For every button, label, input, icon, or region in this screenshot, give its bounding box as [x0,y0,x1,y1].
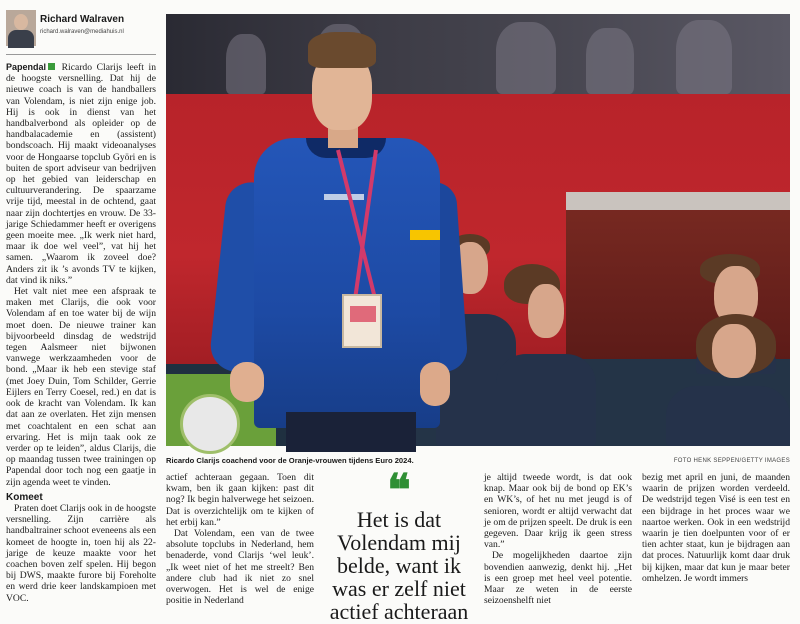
player-figure [666,314,790,446]
article-photo [166,14,790,446]
author-block [6,8,156,52]
accreditation-badge [342,294,382,348]
coach-figure [206,32,456,446]
section-subhead: Komeet [6,491,43,503]
article-paragraph: Praten doet Clarijs ook in de hoogste versnelling. Zijn carrière als handbaltrainer schoot eveneens als een komeet de hoogte in, toen hij als 22-jarige de keuze maakte voor het coachen boven zelf spelen. Hij begon bij DWS, maakte furore bij Foreholte en werd drie keer landskampioen met VOC. [6,502,156,604]
article-column-3 [484,472,632,607]
player-figure [486,264,596,446]
pull-quote-text: Het is dat Volendam mij belde, want ik was er zelf niet actief achteraan [329,507,469,624]
author-divider [6,54,156,55]
pull-quote [326,466,472,624]
quote-mark-icon: ❝ [387,466,411,515]
article-column-2 [166,472,314,607]
dateline: Papendal [6,62,47,72]
photo-credit: FOTO HENK SEPPEN/GETTY IMAGES [673,458,790,464]
dateline-marker-icon [48,63,55,70]
article-column-4 [642,472,790,600]
author-avatar [6,10,36,46]
article-paragraph: Het valt niet mee een afspraak te maken met Clarijs, die ook voor Volendam af en toe water bij de wijn moet doen. De nieuwe trainer kan bijvoorbeeld dinsdag de wedstrijd tegen Aalsmeer niet bijwonen vanwege werkzaamheden voor de bond. „Maar ik heb een stevige staf (met Joey Duin, Tom Schilder, Gerrie Eijlers en Terry Coesel, red.) en dat is ook de kracht van Volendam. Ik kan dat aan ze overlaten. Het zijn mensen met coachtalent en een schat aan ervaring. Het is mijn taak ook ze verder op te leiden”, aldus Clarijs, die op maandag tussen twee trainingen op Papendal door toch nog een gaatje in zijn agenda weet te vinden. [6,286,156,488]
article-paragraph: bezig met april en juni, de maanden waarin de prijzen worden verdeeld. De wedstrijd tegen Visé is een test en een bijdrage in het proces waar we naartoe werken. Ook in een wedstrijd waarin je tien doelpunten voor of er tien achter staat, kun je bijdragen aan dat proces. Natuurlijk komt daar druk bij kijken, maar dat kun je maar beter omhelzen. Je wordt immers [642,472,790,584]
article-paragraph: Papendal Ricardo Clarijs leeft in de hoogste versnelling. Dat hij de nieuwe coach is van de handballers van Volendam, is niet zijn enige job. Hij is ook in dienst van het handbalverbond als opleider op de handbalacademie en (assistent) bondscoach. Hij maakt videoanalyses voor de Hongaarse topclub Györi en is buiten de sport adviseur van bedrijven op het gebied van leiderschap en cultuurverandering. De spaarzame vrije tijd, meestal in de ochtend, gaat naar zijn dochtertjes en vrouw. De 33-jarige Schiedammer heeft er overigens geen moeite mee. „Ik werk niet hard, maar ik doe wel veel”, vat hij het samen. „Waarom ik zoveel doe? Anders zit ik ’s avonds TV te kijken, dat vind ik niks.” [6,62,156,286]
article-paragraph: De mogelijkheden daartoe zijn bovendien aanwezig, denkt hij. „Het is een groep met heel veel potentie. Maar ze weten in de eerste seizoenshelft niet [484,550,632,607]
article-left-column [6,62,156,604]
author-email[interactable]: richard.walraven@mediahuis.nl [40,29,124,35]
author-name: Richard Walraven [40,14,125,25]
article-paragraph: actief achteraan gegaan. Toen dit kwam, ben ik gaan kijken: past dit nog? Ik begin halverwege het seizoen. Dat is overzichtelijk om te kijken of het erbij kan.” [166,472,314,528]
sponsor-logo [410,230,440,240]
photo-caption: Ricardo Clarijs coachend voor de Oranje-vrouwen tijdens Euro 2024. [166,456,414,465]
article-paragraph: Dat Volendam, een van de twee absolute topclubs in Nederland, hem benaderde, vond Clarijs ‘wel leuk’. „Ik weet niet of het me streelt? Ben andere club had ik niet zo snel overwogen. Het is wel de enige positie in Nederland [166,528,314,607]
article-paragraph: je altijd tweede wordt, is dat ook knap. Maar ook bij de bond op EK’s en WK’s, of het nu met jeugd is of senioren, wordt er altijd verwacht dat je om de prijzen speelt. De druk is een gegeven. Daar krijg ik geen stress van.” [484,472,632,551]
